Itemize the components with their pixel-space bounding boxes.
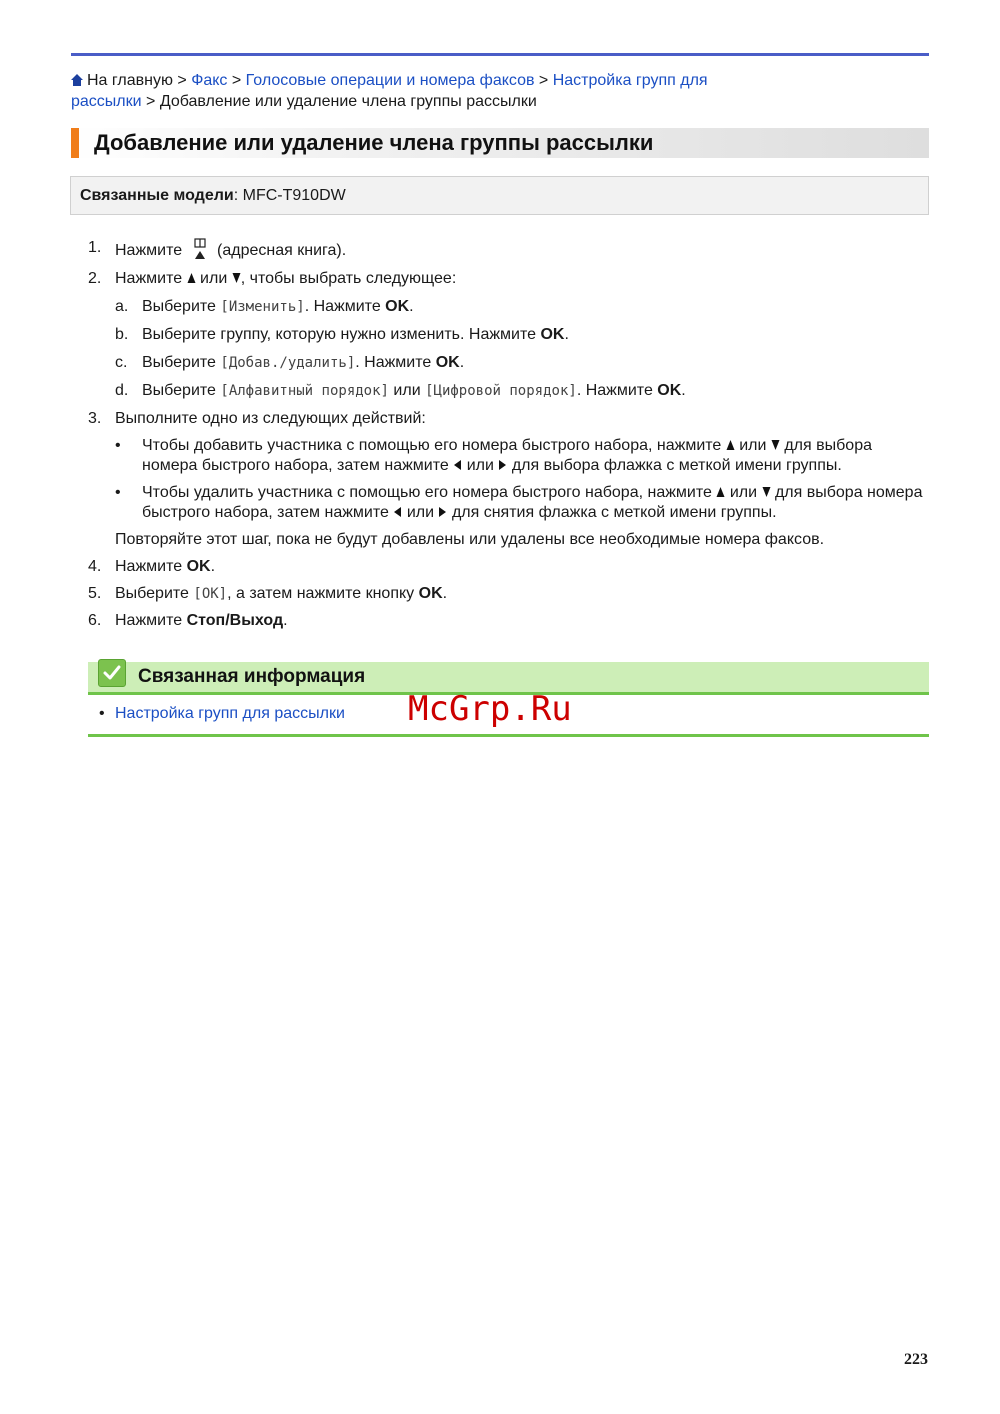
punct: .: [442, 585, 448, 602]
step-text: для выбора номера быстрого набора, затем нажмите: [142, 484, 923, 521]
right-arrow-icon: [498, 459, 507, 471]
step-number: 3.: [88, 410, 102, 427]
title-bar: [71, 128, 929, 158]
step-2c: [115, 353, 928, 373]
breadcrumb-sep: >: [172, 72, 192, 89]
step-text: для выбора номера быстрого набора, затем нажмите: [142, 437, 872, 474]
step-text: Выберите: [142, 354, 216, 371]
bullet-dot: •: [115, 484, 121, 501]
step-2d: [115, 381, 928, 401]
step-text: Выберите: [142, 298, 216, 315]
breadcrumb: [71, 70, 831, 112]
stop-exit-key: Стоп/Выход: [186, 612, 284, 629]
step-text: для снятия флажка с меткой имени группы.: [451, 504, 777, 521]
breadcrumb-voice-link[interactable]: Голосовые операции и номера факсов: [245, 72, 535, 89]
step-3-bullet-remove: [115, 483, 928, 523]
related-info-title: Связанная информация: [138, 666, 366, 687]
step-1: [88, 238, 928, 262]
bullet-dot: •: [99, 705, 105, 722]
step-text: Выберите: [142, 382, 216, 399]
models-value: : MFC-T910DW: [233, 187, 346, 204]
substep-letter: d.: [115, 382, 129, 399]
step-3: [88, 409, 928, 550]
models-label: Связанные модели: [80, 187, 234, 204]
substep-letter: b.: [115, 326, 129, 343]
breadcrumb-sep: >: [141, 93, 160, 110]
down-arrow-icon: [762, 486, 771, 498]
title-accent: [71, 128, 79, 158]
page-title: Добавление или удаление члена группы рассылки: [94, 130, 654, 155]
step-text: или: [729, 484, 758, 501]
step-text: Нажмите: [115, 612, 183, 629]
step-3-bullet-add: [115, 436, 928, 476]
left-arrow-icon: [453, 459, 462, 471]
menu-option: [Цифровой порядок]: [425, 383, 577, 399]
step-4: [88, 557, 928, 577]
step-number: 4.: [88, 558, 102, 575]
related-info-bottom-rule: [88, 734, 929, 737]
step-text: , чтобы выбрать следующее:: [240, 270, 457, 287]
up-arrow-icon: [716, 486, 725, 498]
step-text: Выберите: [115, 585, 189, 602]
step-number: 6.: [88, 612, 102, 629]
step-number: 1.: [88, 239, 102, 256]
step-text: Нажмите: [115, 242, 183, 259]
step-text: , а затем нажмите кнопку: [227, 585, 415, 602]
up-arrow-icon: [726, 439, 735, 451]
breadcrumb-groups-link[interactable]: Настройка групп для: [552, 72, 708, 89]
step-6: [88, 611, 928, 631]
step-number: 5.: [88, 585, 102, 602]
step-number: 2.: [88, 270, 102, 287]
punct: .: [564, 326, 569, 343]
ok-key: OK: [540, 326, 565, 343]
punct: .: [210, 558, 216, 575]
down-arrow-icon: [232, 272, 241, 284]
step-2b: [115, 325, 928, 345]
step-text: или: [739, 437, 767, 454]
related-models-box: [70, 176, 929, 215]
right-arrow-icon: [438, 506, 447, 518]
left-arrow-icon: [393, 506, 402, 518]
home-icon: [71, 74, 83, 86]
step-text: или: [466, 457, 494, 474]
step-3-repeat-note: Повторяйте этот шаг, пока не будут добавлены или удалены все необходимые номера факсов.: [115, 531, 825, 548]
up-arrow-icon: [187, 272, 196, 284]
step-text: Нажмите: [115, 558, 183, 575]
breadcrumb-sep: >: [227, 72, 246, 89]
steps-list: [88, 238, 928, 638]
substep-letter: c.: [115, 354, 128, 371]
punct: .: [459, 354, 465, 371]
check-icon: [98, 659, 126, 687]
punct: .: [681, 382, 686, 399]
breadcrumb-fax-link[interactable]: Факс: [191, 72, 228, 89]
menu-option: [Изменить]: [220, 299, 305, 315]
related-info-list: [99, 704, 345, 724]
step-text: (адресная книга).: [217, 242, 347, 259]
ok-key: OK: [385, 298, 410, 315]
breadcrumb-sep: >: [534, 72, 553, 89]
breadcrumb-current: Добавление или удаление члена группы рассылки: [159, 93, 537, 110]
step-text: . Нажмите: [304, 298, 381, 315]
bullet-dot: •: [115, 437, 121, 454]
step-text: для выбора флажка с меткой имени группы.: [511, 457, 842, 474]
step-2a: [115, 297, 928, 317]
substep-letter: a.: [115, 298, 129, 315]
step-text: Выберите группу, которую нужно изменить. Нажмите: [142, 326, 537, 343]
menu-option: [OK]: [193, 586, 228, 602]
menu-option: [Добав./удалить]: [220, 355, 356, 371]
step-text: или: [393, 382, 421, 399]
top-rule: [71, 53, 929, 56]
related-link-group-setup[interactable]: Настройка групп для рассылки: [115, 705, 345, 722]
address-book-icon: [191, 238, 209, 262]
step-5: [88, 584, 928, 604]
step-text: Выполните одно из следующих действий:: [115, 410, 426, 427]
ok-key: OK: [418, 585, 443, 602]
step-text: или: [406, 504, 435, 521]
menu-option: [Алфавитный порядок]: [220, 383, 389, 399]
breadcrumb-groups-link-cont[interactable]: рассылки: [71, 93, 142, 110]
step-text: . Нажмите: [355, 354, 432, 371]
ok-key: OK: [186, 558, 211, 575]
step-text: Нажмите: [115, 270, 183, 287]
step-2: [88, 269, 928, 401]
page-number: 223: [904, 1351, 928, 1368]
step-text: Чтобы удалить участника с помощью его номера быстрого набора, нажмите: [142, 484, 712, 501]
watermark: McGrp.Ru: [408, 689, 572, 729]
step-text: Чтобы добавить участника с помощью его номера быстрого набора, нажмите: [142, 437, 722, 454]
punct: .: [283, 612, 288, 629]
step-text: или: [200, 270, 228, 287]
down-arrow-icon: [771, 439, 780, 451]
step-text: . Нажмите: [576, 382, 653, 399]
breadcrumb-home-link[interactable]: На главную: [87, 72, 173, 89]
ok-key: OK: [435, 354, 460, 371]
punct: .: [409, 298, 414, 315]
ok-key: OK: [657, 382, 682, 399]
